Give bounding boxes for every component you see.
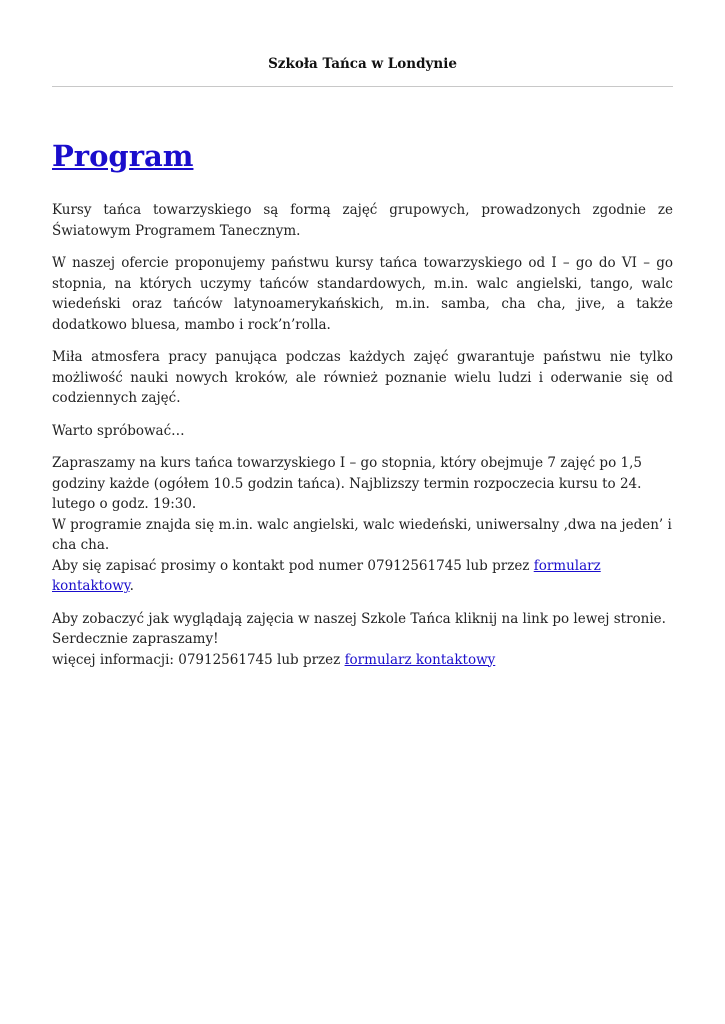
invite-greeting: Serdecznie zapraszamy!	[52, 631, 219, 647]
more-info-text: więcej informacji: 07912561745 lub przez	[52, 651, 345, 668]
paragraph-atmosphere: Miła atmosfera pracy panująca podczas każdych zajęć gwarantuje państwu nie tylko możliwość nauki nowych kroków, ale również poznanie wielu ludzi i oderwanie się od codziennych zajęć.	[52, 349, 673, 406]
paragraph-course	[52, 453, 673, 597]
paragraph-try: Warto spróbować…	[52, 422, 185, 439]
site-title: Szkoła Tańca w Londynie	[268, 56, 457, 72]
paragraph-invite	[52, 609, 673, 671]
page-title	[52, 136, 673, 176]
page-header	[52, 0, 673, 87]
course-signup-suffix: .	[129, 578, 134, 594]
invite-text: Aby zobaczyć jak wyglądają zajęcia w naszej Szkole Tańca kliknij na link po lewej stronie.	[52, 610, 666, 627]
article	[52, 136, 673, 682]
page-title-link[interactable]: Program	[52, 139, 194, 173]
paragraph-offer: W naszej ofercie proponujemy państwu kursy tańca towarzyskiego od I – go do VI – go stopnia, na których uczymy tańców standardowych, m.in. walc angielski, tango, walc wiedeński oraz tańców latynoamerykańskich, m.in. samba, cha cha, jive, a także dodatkowo bluesa, mambo i rock’n’rolla.	[52, 255, 673, 333]
contact-form-link-2[interactable]: formularz kontaktowy	[344, 651, 496, 668]
course-signup-text: Aby się zapisać prosimy o kontakt pod numer 07912561745 lub przez	[52, 557, 534, 574]
paragraph-intro: Kursy tańca towarzyskiego są formą zajęć grupowych, prowadzonych zgodnie ze Światowym Programem Tanecznym.	[52, 202, 673, 239]
course-program: W programie znajda się m.in. walc angielski, walc wiedeński, uniwersalny ‚dwa na jeden’ i cha cha.	[52, 516, 672, 553]
course-description: Zapraszamy na kurs tańca towarzyskiego I – go stopnia, który obejmuje 7 zajęć po 1,5 godziny każde (ogółem 10.5 godzin tańca). Najblizszy termin rozpoczecia kursu to 24. lutego o godz. 19:30.	[52, 455, 642, 512]
contact-form-link[interactable]: formularz kontaktowy	[52, 557, 601, 594]
